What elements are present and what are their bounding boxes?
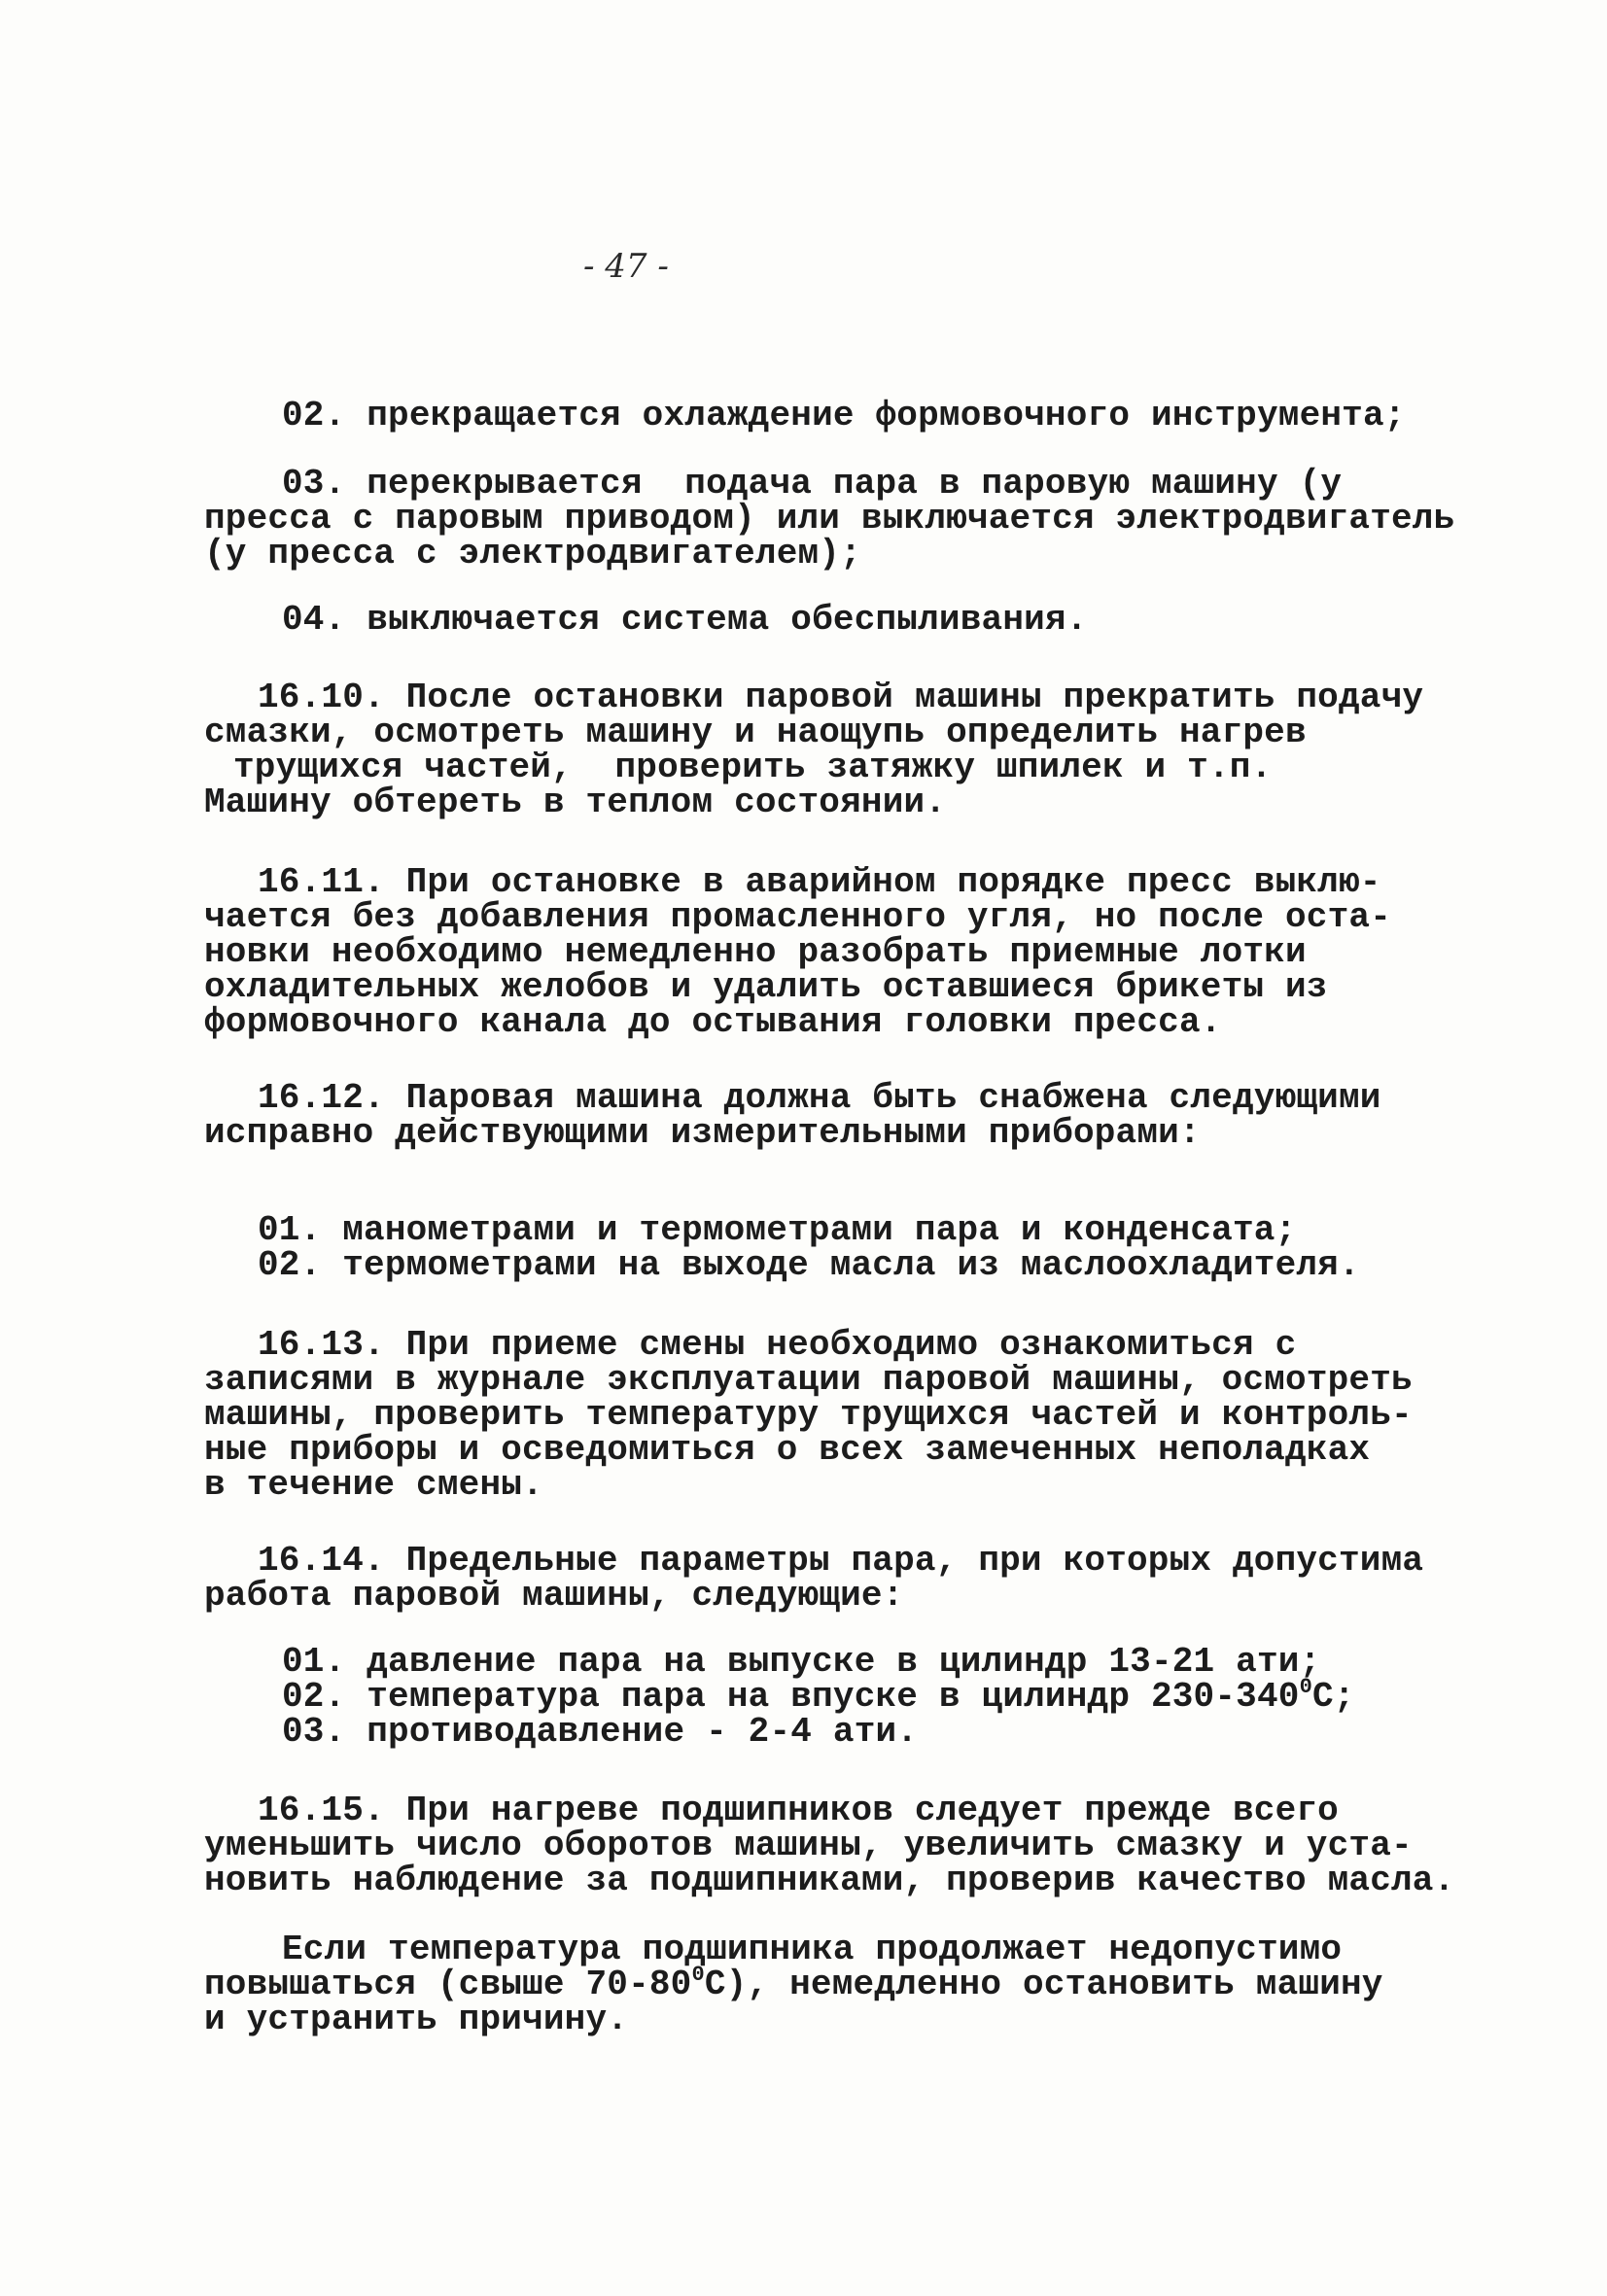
p2-line3: (у пресса с электродвигателем); [204,534,861,574]
p4-line2: смазки, осмотреть машину и наощупь определить нагрев [204,713,1307,752]
p5-line2: чается без добавления промасленного угля, но после оста- [204,897,1391,937]
p8-line2: записями в журнале эксплуатации паровой машины, осмотреть [204,1360,1413,1400]
p12-line2-rest: С), немедленно остановить машину [704,1965,1383,2004]
degree-sign: 0 [691,1963,705,1987]
p11-line1: 16.15. При нагреве подшипников следует прежде всего [258,1791,1339,1830]
p8-line3: машины, проверить температуру трущихся частей и контроль- [204,1395,1413,1435]
p2-line2: пресса с паровым приводом) или выключается электродвигатель [204,499,1455,539]
p2-line1: 03. перекрывается подача пара в паровую машину (у [282,464,1343,504]
p5-line1: 16.11. При остановке в аварийном порядке пресс выклю- [258,862,1381,902]
p10-line2-unit: С; [1311,1677,1355,1717]
p9-line1: 16.14. Предельные параметры пара, при которых допустима [258,1541,1424,1581]
p4-line1: 16.10. После остановки паровой машины прекратить подачу [258,678,1424,717]
p11-line3: новить наблюдение за подшипниками, проверив качество масла. [204,1861,1455,1900]
page-number: - 47 - [583,247,669,286]
p12-line1: Если температура подшипника продолжает недопустимо [282,1930,1343,1969]
degree-sign: 0 [1299,1675,1312,1699]
p7-line1: 01. манометрами и термометрами пара и конденсата; [258,1210,1297,1250]
p5-line5: формовочного канала до остывания головки пресса. [204,1002,1222,1042]
p9-line2: работа паровой машины, следующие: [204,1576,904,1616]
p6-line1: 16.12. Паровая машина должна быть снабжена следующими [258,1078,1381,1118]
p8-line4: ные приборы и осведомиться о всех замеченных неполадках [204,1430,1371,1470]
p5-line4: охладительных желобов и удалить оставшиеся брикеты из [204,967,1328,1007]
p10-line2 [282,1675,1355,1717]
p5-line3: новки необходимо немедленно разобрать приемные лотки [204,932,1307,972]
p12-line2 [204,1963,1383,2004]
p8-line5: в течение смены. [204,1465,543,1505]
p12-line2-text: повышаться (свыше 70-80 [204,1965,692,2004]
p10-line3: 03. противодавление - 2-4 ати. [282,1712,919,1752]
p3-line1: 04. выключается система обеспыливания. [282,600,1088,640]
p10-line1: 01. давление пара на выпуске в цилиндр 13-21 ати; [282,1642,1321,1682]
p4-line3: трущихся частей, проверить затяжку шпилек и т.п. [233,748,1273,787]
p7-line2: 02. термометрами на выходе масла из маслоохладителя. [258,1245,1360,1285]
p11-line2: уменьшить число оборотов машины, увеличить смазку и уста- [204,1826,1413,1865]
p8-line1: 16.13. При приеме смены необходимо ознакомиться с [258,1325,1297,1365]
p1-line1: 02. прекращается охлаждение формовочного инструмента; [282,396,1406,435]
p4-line4: Машину обтереть в теплом состоянии. [204,783,947,822]
p12-line3: и устранить причину. [204,2000,629,2039]
p6-line2: исправно действующими измерительными приборами: [204,1113,1201,1153]
p10-line2-text: 02. температура пара на впуске в цилиндр 230-340 [282,1677,1300,1717]
